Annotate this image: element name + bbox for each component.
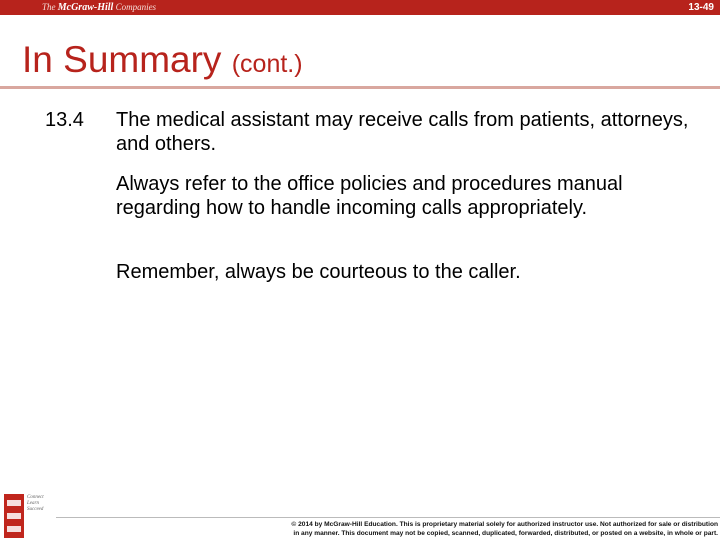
logo-stripe [7,526,21,532]
brand-suffix: Companies [115,2,157,12]
copyright-line-1: © 2014 by McGraw-Hill Education. This is proprietary material solely for authorized instructor use. Not authorized for sale or distribution [291,521,718,528]
copyright-notice [228,520,718,538]
paragraph-calls: The medical assistant may receive calls from patients, attorneys, and others. [116,109,689,155]
paragraph-policies: Always refer to the office policies and procedures manual regarding how to handle incoming calls appropriately. [116,173,623,219]
section-number: 13.4 [45,109,84,131]
paragraph-courteous: Remember, always be courteous to the caller. [116,261,521,283]
slide-title-main: In Summary [22,39,222,80]
footer-divider [56,517,720,518]
brand-prefix: The [42,2,56,12]
copyright-line-2: in any manner. This document may not be copied, scanned, duplicated, forwarded, distributed, or posted on a website, in whole or part. [293,530,718,537]
slide-number: 13-49 [688,2,714,13]
logo-stripe [7,513,21,519]
logo-tagline: Connect Learn Succeed [27,495,44,512]
slide-title [22,38,303,86]
slide-title-suffix: (cont.) [231,50,303,78]
header-bar [0,0,720,15]
title-divider [0,86,720,89]
brand-name: McGraw-Hill [57,2,114,13]
publisher-brand [42,1,156,14]
logo-stripe [7,500,21,506]
publisher-logo-icon [4,494,24,538]
